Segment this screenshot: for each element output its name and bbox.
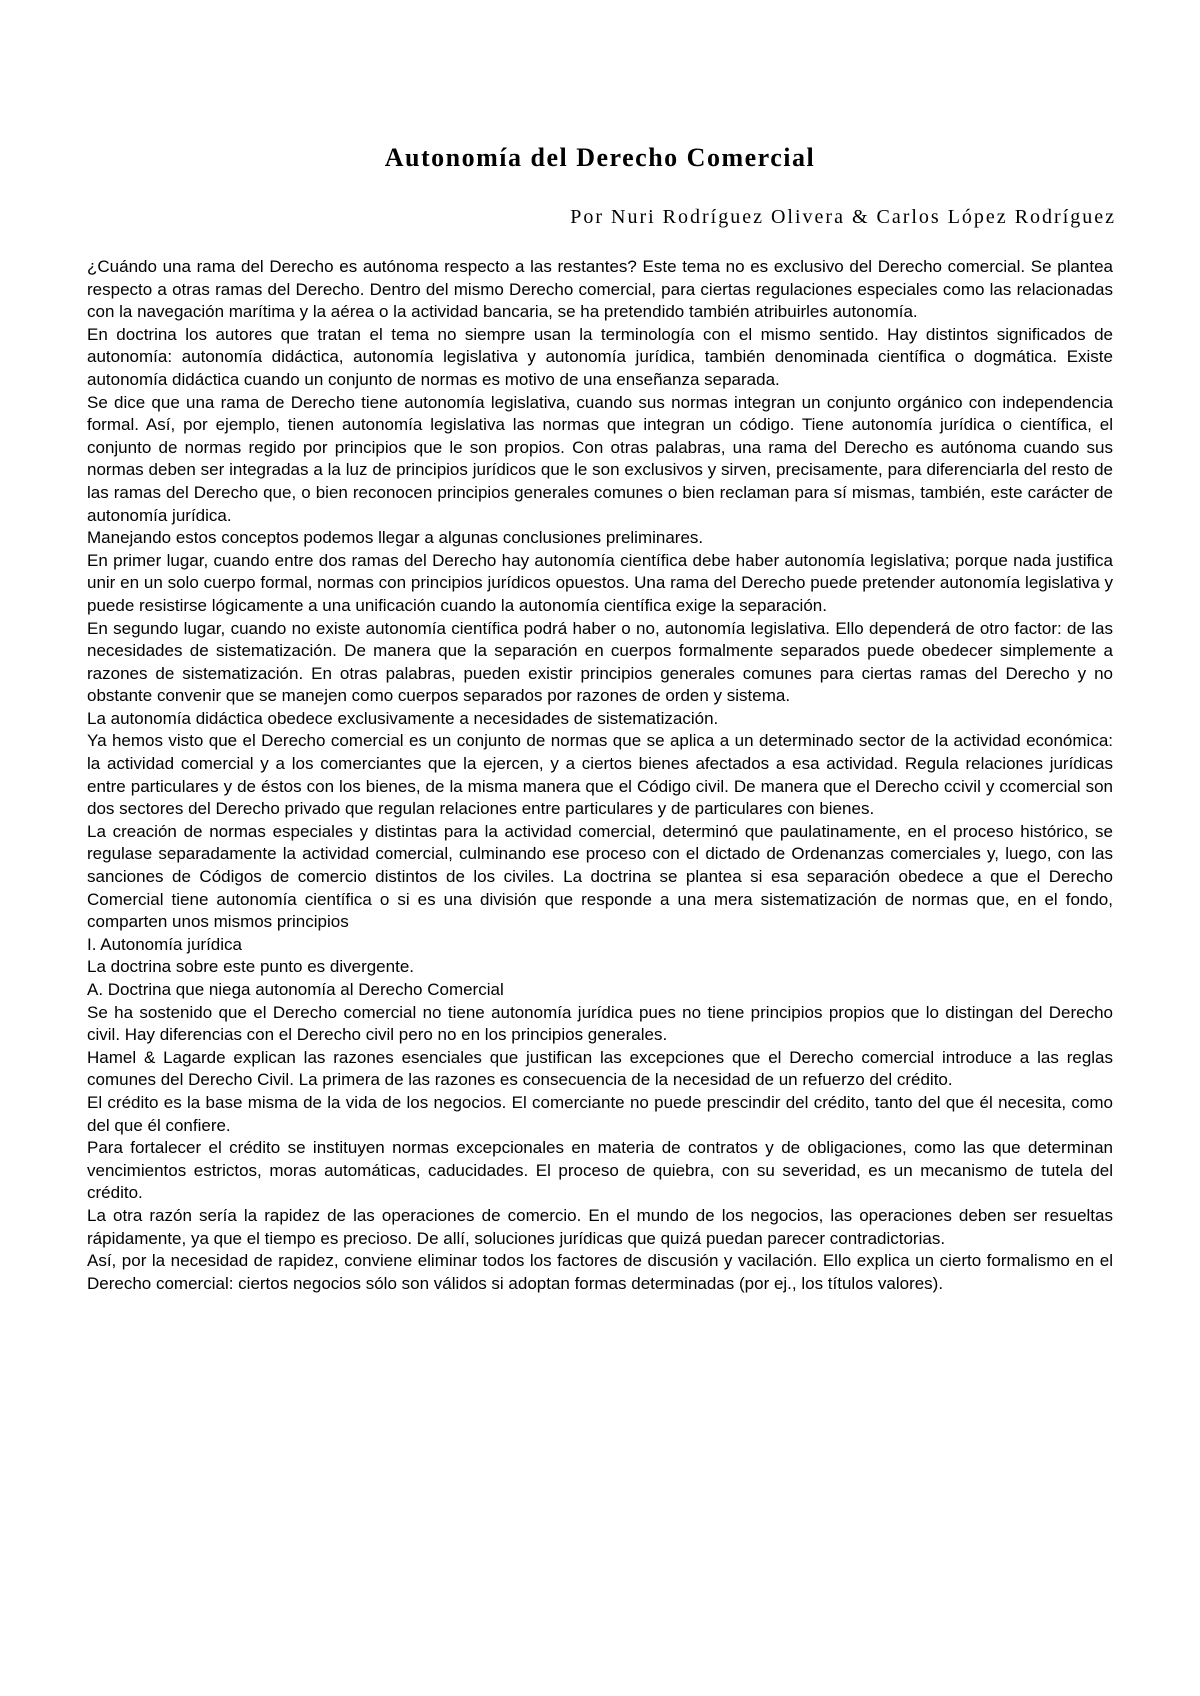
body-paragraph: Manejando estos conceptos podemos llegar a algunas conclusiones preliminares.: [87, 528, 704, 548]
body-paragraph: Para fortalecer el crédito se instituyen normas excepcionales en materia de contratos y de obligaciones, como las que determinan vencimientos estrictos, moras automáticas, caducidades. El proceso de quiebra, con su severidad, es un mecanismo de tutela del crédito.: [87, 1138, 1113, 1203]
body-paragraph: La otra razón sería la rapidez de las operaciones de comercio. En el mundo de los negocios, las operaciones deben ser resueltas rápidamente, ya que el tiempo es precioso. De allí, soluciones jurídicas que quizá puedan parecer contradictorias.: [87, 1205, 1113, 1248]
body-paragraph: En primer lugar, cuando entre dos ramas del Derecho hay autonomía científica debe haber autonomía legislativa; porque nada justifica unir en un solo cuerpo formal, normas con principios jurídicos opuestos. Una rama del Derecho puede pretender autonomía legislativa y puede resistirse lógicamente a una unificación cuando la autonomía científica exige la separación.: [87, 550, 1113, 615]
body-paragraph: La creación de normas especiales y distintas para la actividad comercial, determinó que paulatinamente, en el proceso histórico, se regulase separadamente la actividad comercial, culminando ese proceso con el dictado de Ordenanzas comerciales y, luego, con las sanciones de Códigos de comercio distintos de los civiles. La doctrina se plantea si esa separación obedece a que el Derecho Comercial tiene autonomía científica o si es una división que responde a una mera sistematización de normas que, en el fondo, comparten unos mismos principios: [87, 821, 1113, 932]
body-paragraph: La doctrina sobre este punto es divergente.: [87, 957, 414, 977]
section-heading: I. Autonomía jurídica: [87, 934, 242, 954]
document-title: Autonomía del Derecho Comercial: [384, 143, 816, 172]
body-paragraph: Ya hemos visto que el Derecho comercial es un conjunto de normas que se aplica a un determinado sector de la actividad económica: la actividad comercial y a los comerciantes que la ejercen, y a ciertos bienes afectados a esa actividad. Regula relaciones jurídicas entre particulares y de éstos con los bienes, de la misma manera que el Código civil. De manera que el Derecho ccivil y ccomercial son dos sectores del Derecho privado que regulan relaciones entre particulares y de particulares con bienes.: [87, 731, 1113, 819]
subsection-heading: A. Doctrina que niega autonomía al Derecho Comercial: [87, 980, 504, 999]
body-paragraph: Se dice que una rama de Derecho tiene autonomía legislativa, cuando sus normas integran un conjunto orgánico con independencia formal. Así, por ejemplo, tienen autonomía legislativa las normas que integran un código. Tiene autonomía jurídica o científica, el conjunto de normas regido por principios que le son propios. Con otras palabras, una rama del Derecho es autónoma cuando sus normas deben ser integradas a la luz de principios jurídicos que le son exclusivos y sirven, precisamente, para diferenciarla del resto de las ramas del Derecho que, o bien reconocen principios generales comunes o bien reclaman para sí mismas, también, este carácter de autonomía jurídica.: [87, 392, 1113, 525]
document-byline: Por Nuri Rodríguez Olivera & Carlos López Rodríguez: [570, 206, 1116, 228]
body-paragraph: ¿Cuándo una rama del Derecho es autónoma respecto a las restantes? Este tema no es exclusivo del Derecho comercial. Se plantea respecto a otras ramas del Derecho. Dentro del mismo Derecho comercial, para ciertas regulaciones especiales como las relacionadas con la navegación marítima y la aérea o la actividad bancaria, se ha pretendido también atribuirles autonomía.: [87, 257, 1113, 322]
body-paragraph: La autonomía didáctica obedece exclusivamente a necesidades de sistematización.: [87, 708, 719, 728]
body-paragraph: Hamel & Lagarde explican las razones esenciales que justifican las excepciones que el Derecho comercial introduce a las reglas comunes del Derecho Civil. La primera de las razones es consecuencia de la necesidad de un refuerzo del crédito.: [87, 1047, 1113, 1090]
body-paragraph: Así, por la necesidad de rapidez, conviene eliminar todos los factores de discusión y vacilación. Ello explica un cierto formalismo en el Derecho comercial: ciertos negocios sólo son válidos si adoptan formas determinadas (por ej., los títulos valores).: [87, 1251, 1113, 1293]
body-paragraph: Se ha sostenido que el Derecho comercial no tiene autonomía jurídica pues no tiene principios propios que lo distingan del Derecho civil. Hay diferencias con el Derecho civil pero no en los principios generales.: [87, 1002, 1113, 1045]
body-paragraph: El crédito es la base misma de la vida de los negocios. El comerciante no puede prescindir del crédito, tanto del que él necesita, como del que él confiere.: [87, 1092, 1113, 1135]
document-body: [87, 256, 1113, 1295]
body-paragraph: En doctrina los autores que tratan el tema no siempre usan la terminología con el mismo sentido. Hay distintos significados de autonomía: autonomía didáctica, autonomía legislativa y autonomía jurídica, también denominada científica o dogmática. Existe autonomía didáctica cuando un conjunto de normas es motivo de una enseñanza separada.: [87, 324, 1113, 389]
body-paragraph: En segundo lugar, cuando no existe autonomía científica podrá haber o no, autonomía legislativa. Ello dependerá de otro factor: de las necesidades de sistematización. De manera que la separación en cuerpos formalmente separados puede obedecer simplemente a razones de sistematización. En otras palabras, pueden existir principios generales comunes para ciertas ramas del Derecho y no obstante convenir que se manejen como cuerpos separados por razones de orden y sistema.: [87, 618, 1113, 706]
